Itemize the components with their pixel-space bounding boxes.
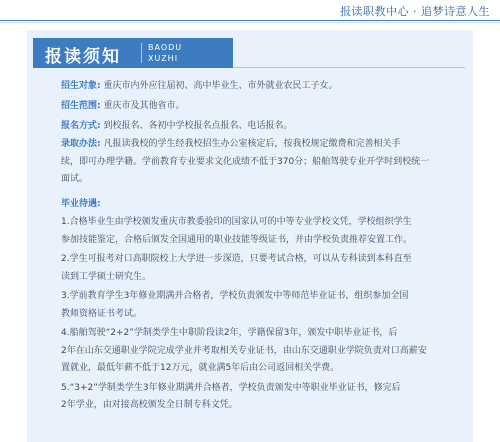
graduation-item-2 (61, 251, 466, 286)
graduation-items (61, 214, 466, 417)
admission-label: 录取办法: (61, 139, 101, 149)
graduation-item-5 (61, 380, 466, 415)
field-value: 重庆市内外应往届初、高中毕业生、市外就业农民工子女。 (103, 81, 338, 91)
field-value: 重庆市及其他省市。 (103, 101, 185, 111)
field-enrollment-scope (61, 98, 461, 114)
admission-line-1 (61, 136, 466, 154)
graduation-item-4 (61, 325, 466, 378)
graduation-item-line: 2年学业，由对接高校颁发全日制专科文凭。 (61, 400, 238, 410)
admission-line-2: 续，即可办理学籍。学前教育专业要求文化成绩不低于370分；船舶驾驶专业开学时到校统一 (61, 156, 430, 167)
banner-english-line-1: BAODU (148, 43, 183, 52)
notice-panel (27, 30, 473, 442)
header-text: 报读职教中心 · 追梦诗意人生 (340, 5, 490, 18)
graduation-item-1 (61, 214, 466, 249)
graduation-item-line: 参加技能鉴定，合格后颁发全国通用的职业技能等级证书，并由学校负责推荐安置工作。 (61, 234, 413, 245)
graduation-item-3 (61, 288, 466, 323)
graduation-label: 毕业待遇: (61, 199, 101, 209)
admission-text-1: 凡报读我校的学生经我校招生办公室核定后，按我校规定缴费和完善相关手 (103, 139, 401, 149)
field-value: 到校报名、各初中学校报名点报名、电话报名。 (103, 121, 293, 131)
graduation-item-line: 5.“3+2”学制类学生3年修业期满并合格者，学校负责颁发中等职业毕业证书，修完后 (61, 382, 401, 393)
field-label: 报名方式: (61, 121, 101, 131)
header-divider (0, 20, 500, 21)
banner-english-line-2: XUZHI (148, 54, 179, 63)
admission-line-3: 面试。 (61, 174, 89, 184)
section-banner (33, 38, 233, 68)
graduation-item-line: 3.学前教育学生3年修业期满并合格者，学校负责颁发中等师范毕业证书，组织参加全国 (61, 291, 409, 301)
graduation-item-line: 2.学生可报考对口高职院校上大学进一步深造，只要考试合格，可以从专科读到本科直至 (61, 254, 412, 264)
field-enrollment-target (61, 78, 461, 94)
graduation-item-line: 教师资格证书考试。 (61, 308, 143, 319)
banner-english (148, 42, 182, 64)
banner-rule (233, 67, 465, 68)
graduation-item-line: 读到工学硕士研究生。 (61, 271, 152, 282)
field-label: 招生对象: (61, 81, 101, 91)
field-label: 招生范围: (61, 101, 101, 111)
banner-separator (141, 43, 142, 63)
graduation-item-line: 2年在山东交通职业学院完成学业并考取相关专业证书，由山东交通职业学院负责对口高薪安 (61, 345, 427, 356)
top-header-bar (0, 0, 500, 22)
graduation-item-line: 置就业，最低年薪不低于12万元，就业满5年后由公司返回相关学费。 (61, 363, 340, 373)
graduation-item-line: 1.合格毕业生由学校颁发重庆市教委验印的国家认可的中等专业学校文凭，学校组织学生 (61, 217, 412, 227)
admission-section (61, 136, 466, 189)
graduation-item-line: 4.船舶驾驶“2+2”学制类学生中职阶段读2年，学籍保留3年，颁发中职毕业证书，后 (61, 328, 398, 338)
header-divider-soft (0, 22, 500, 23)
banner-title: 报读须知 (45, 47, 121, 67)
field-registration-method (61, 118, 461, 134)
